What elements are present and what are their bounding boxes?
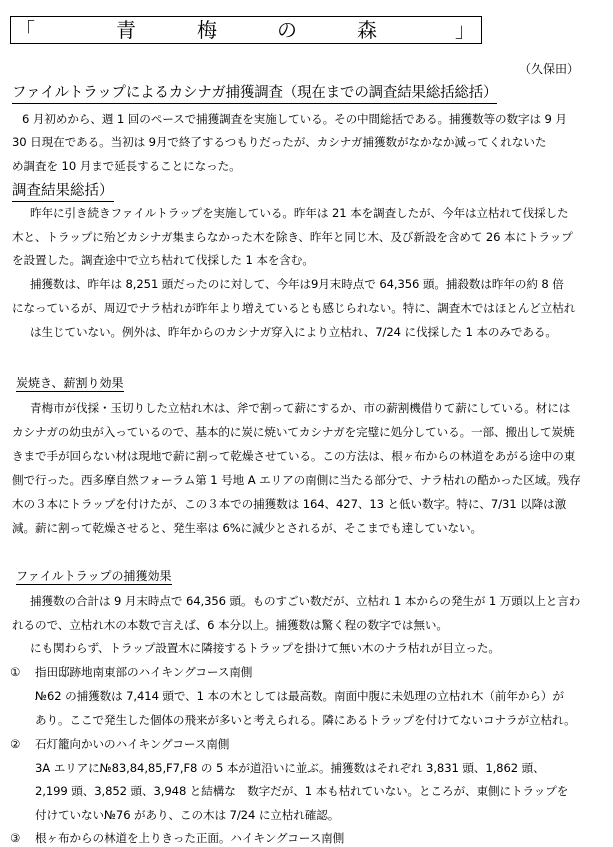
charcoal-line: 減。薪に割って乾燥させると、発生率は 6%に減少とされるが、そこまでも達していない。 — [12, 521, 483, 535]
intro-line: 6 月初めから、週 1 回のペースで捕獲調査を実施している。その中間総括である。捕獲数等の数字は 9 月 — [22, 112, 567, 126]
summary-line: 捕獲数は、昨年は 8,251 頭だったのに対して、今年は9月末時点で 64,356 頭。捕殺数は昨年の約 8 倍 — [30, 277, 564, 291]
main-heading-text: ファイルトラップによるカシナガ捕獲調査（現在までの調査結果総括総括） — [12, 85, 498, 101]
item-line: 付けていない№76 があり、この木は 7/24 に立枯れ確認。 — [35, 808, 340, 822]
charcoal-line: きまで手が回らない材は現地で薪に割って乾燥させている。この方法は、根ヶ布からの林道をあがる途中の東 — [12, 449, 576, 463]
item-number: ② — [10, 737, 21, 751]
charcoal-heading-text: 炭焼き、薪割り効果 — [16, 376, 124, 390]
trap-heading-underline — [16, 584, 172, 585]
charcoal-line: カシナガの幼虫が入っているので、基本的に炭に焼いてカシナガを完璧に処分している。一部、搬出して炭焼 — [12, 425, 575, 439]
summary-line: 昨年に引き続きファイルトラップを実施している。昨年は 21 本を調査したが、今年は立枯れて伐採した — [30, 206, 569, 220]
summary-heading-text: 調査結果総括） — [12, 183, 114, 199]
item-number: ① — [10, 665, 21, 679]
charcoal-line: 側で行った。西多摩自然フォーラム第 1 号地 A エリアの南側に当たる部分で、ナラ枯れの酷かった区域。残存 — [12, 473, 581, 487]
item-number: ③ — [10, 831, 21, 845]
charcoal-line: 木の３本にトラップを付けたが、この３本での捕獲数は 164、427、13 と低い数字。特に、7/31 以降は激 — [12, 497, 567, 511]
trap-line: れるので、立枯れ木の本数で言えば、6 本分以上。捕獲数は驚く程の数字では無い。 — [12, 618, 448, 632]
summary-line: を設置した。調査途中で立ち枯れて伐採した 1 本を含む。 — [12, 253, 314, 267]
charcoal-line: 青梅市が伐採・玉切りした立枯れ木は、斧で割って薪にするか、市の薪割機借りて薪にしている。材には — [30, 401, 571, 415]
summary-line: は生じていない。例外は、昨年からのカシナガ穿入により立枯れ、7/24 に伐採した 1 本のみである。 — [30, 325, 557, 339]
trap-line: 捕獲数の合計は 9 月末時点で 64,356 頭。ものすごい数だが、立枯れ 1 本からの発生が 1 万頭以上と言わ — [30, 594, 581, 608]
author: （久保田） — [519, 62, 580, 76]
summary-line: 木と、トラップに殆どカシナガ集まらなかった木を除き、昨年と同じ木、及び新設を含めて 26 本にトラップ — [12, 230, 573, 244]
title-box — [10, 16, 482, 44]
item-line: あり。ここで発生した個体の飛来が多いと考えられる。隣にあるトラップを付けてないコナラが立枯れ。 — [35, 713, 576, 727]
summary-heading — [12, 182, 114, 200]
title-char-2: 梅 — [197, 18, 217, 42]
summary-heading-underline — [12, 201, 114, 202]
trap-line: にも関わらず、トラップ設置木に隣接するトラップを掛けて無い木のナラ枯れが目立った。 — [30, 641, 500, 655]
trap-heading-text: ファイルトラップの捕獲効果 — [16, 569, 172, 583]
charcoal-heading — [16, 376, 124, 390]
item-line: 2,199 頭、3,852 頭、3,948 と結構な 数字だが、1 本も枯れていない。ところが、東側にトラップを — [35, 784, 569, 798]
title-close-bracket: 」 — [455, 18, 475, 42]
title-open-bracket: 「 — [15, 18, 35, 42]
charcoal-heading-underline — [16, 391, 124, 392]
item-title: 石灯籠向かいのハイキングコース南側 — [35, 737, 230, 751]
title-char-1: 青 — [116, 18, 136, 42]
intro-line: 30 日現在である。当初は 9月で終了するつもりだったが、カシナガ捕獲数がなかなか減ってくれないた — [12, 135, 547, 149]
title-char-3: の — [277, 18, 297, 42]
item-title: 指田邸跡地南東部のハイキングコース南側 — [35, 665, 253, 679]
trap-heading — [16, 569, 172, 583]
main-heading-underline — [12, 103, 497, 104]
title-char-4: 森 — [357, 18, 377, 42]
item-line: №62 の捕獲数は 7,414 頭で、1 本の木としては最高数。南面中腹に未処理の立枯れ木（前年から）が — [35, 689, 564, 703]
intro-line: め調査を 10 月まで延長することになった。 — [12, 159, 241, 173]
item-title: 根ヶ布からの林道を上りきった正面。ハイキングコース南側 — [35, 831, 345, 845]
item-line: 3A エリアに№83,84,85,F7,F8 の 5 本が道沿いに並ぶ。捕獲数はそれぞれ 3,831 頭、1,862 頭、 — [35, 761, 545, 775]
summary-line: になっているが、周辺でナラ枯れが昨年より増えているとも感じられない。特に、調査木ではほとんど立枯れ — [12, 301, 576, 315]
main-heading — [12, 84, 497, 102]
